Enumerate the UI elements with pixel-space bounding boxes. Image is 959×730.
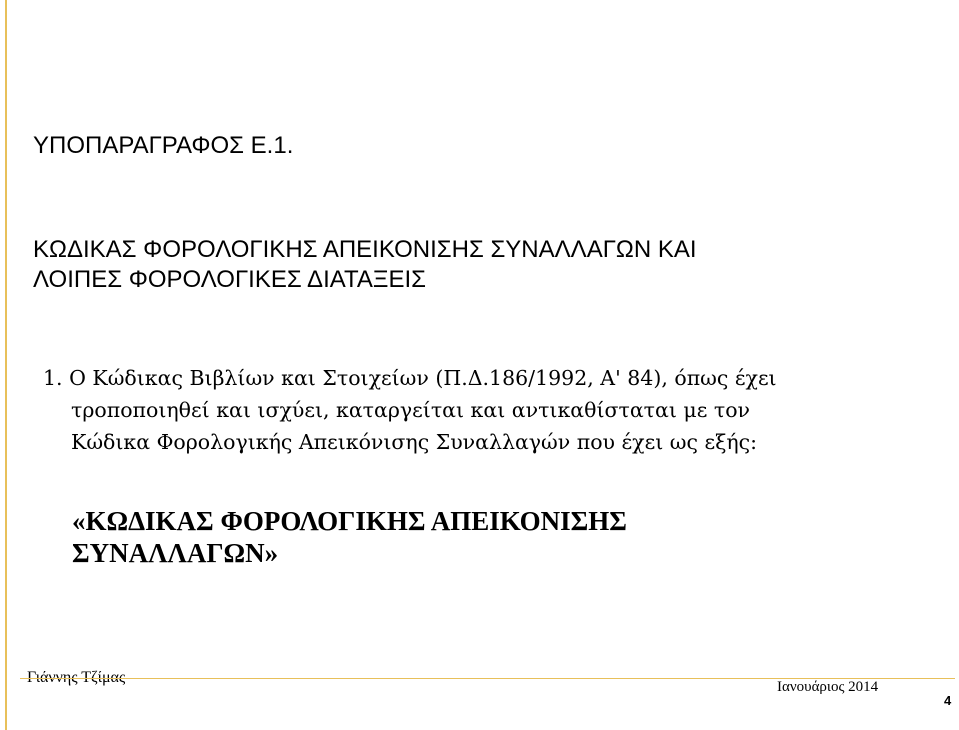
paragraph-line: τροποποιηθεί και ισχύει, καταργείται και αντικαθίσταται με τον [71,398,751,422]
heading-line: ΚΩΔΙΚΑΣ ΦΟΡΟΛΟΓΙΚΗΣ ΑΠΕΙΚΟΝΙΣΗΣ ΣΥΝΑΛΛΑΓΩΝ ΚΑΙ [33,236,697,263]
code-title-line: «ΚΩΔΙΚΑΣ ΦΟΡΟΛΟΓΙΚΗΣ ΑΠΕΙΚΟΝΙΣΗΣ [72,506,627,536]
heading-line: ΛΟΙΠΕΣ ΦΟΡΟΛΟΓΙΚΕΣ ΔΙΑΤΑΞΕΙΣ [33,266,426,293]
footer-date: Ιανουάριος 2014 [777,679,879,695]
left-border-line [5,0,7,730]
page-number: 4 [944,693,952,708]
body-paragraph [43,362,777,458]
section-label: ΥΠΟΠΑΡΑΓΡΑΦΟΣ Ε.1. [33,132,294,159]
paragraph-line: Κώδικα Φορολογικής Απεικόνισης Συναλλαγών που έχει ως εξής: [71,430,758,454]
footer-author: Γιάννης Τζίμας [27,669,126,686]
code-title [72,505,627,569]
code-title-line: ΣΥΝΑΛΛΑΓΩΝ» [72,538,279,568]
main-heading [33,235,697,295]
paragraph-line: 1. Ο Κώδικας Βιβλίων και Στοιχείων (Π.Δ.186/1992, Α' 84), όπως έχει [43,366,777,390]
